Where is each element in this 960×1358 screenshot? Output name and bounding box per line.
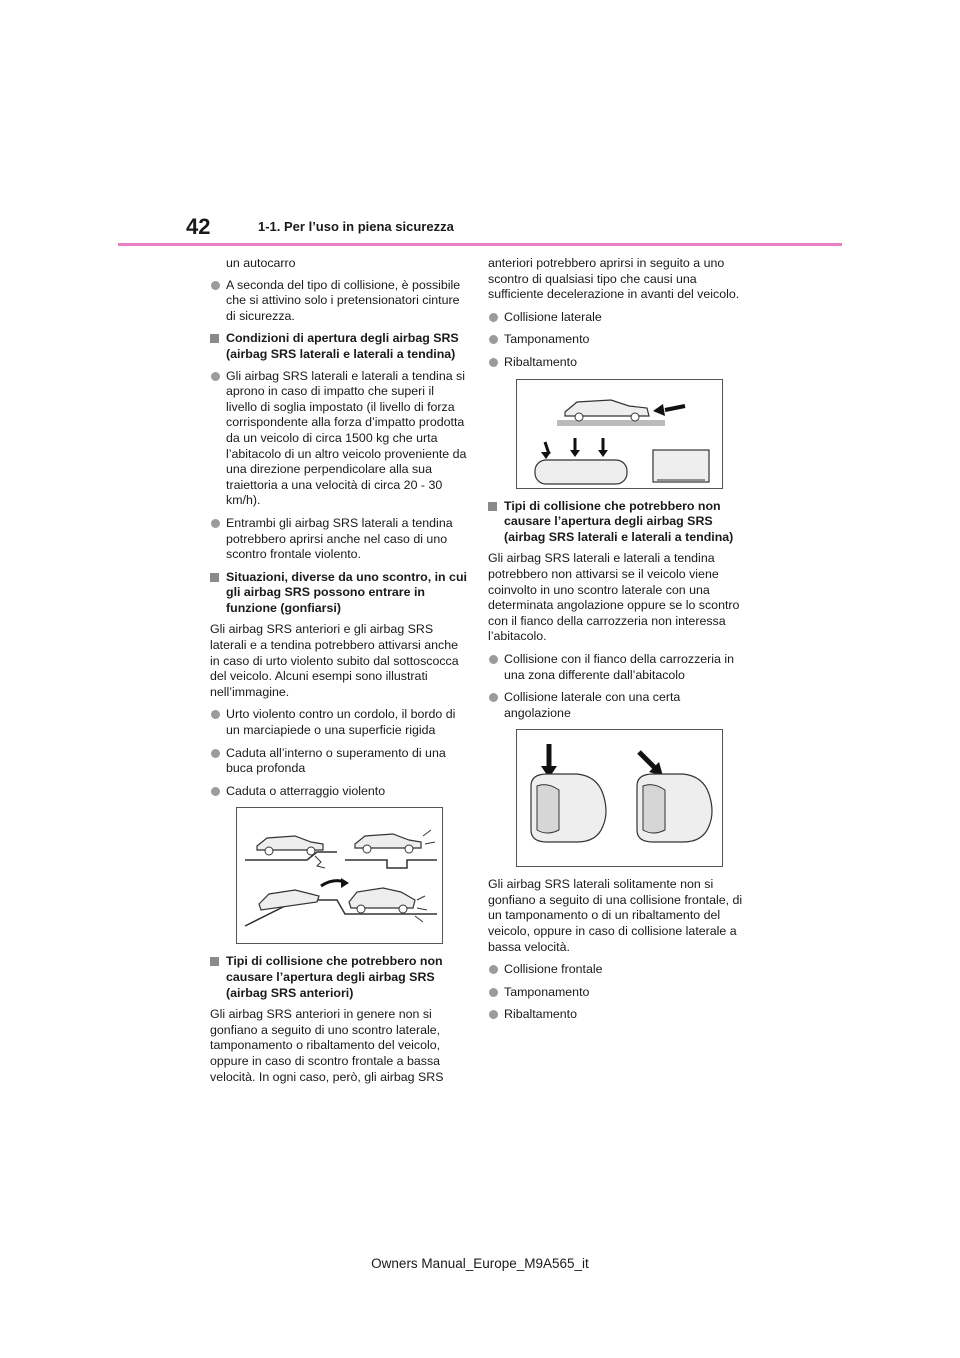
bullet-item: [488, 985, 750, 1001]
front-airbag-exceptions-illustration: [516, 379, 723, 489]
bullet-item: [210, 369, 468, 509]
paragraph: anteriori potrebbero aprirsi in seguito a uno scontro di qualsiasi tipo che causi una sufficiente decelerazione in avanti del veicolo.: [488, 256, 740, 302]
bullet-item: [488, 310, 750, 326]
bullet-item: [210, 516, 468, 563]
bullet-dot-icon: [211, 281, 220, 290]
heading-other-situations: [210, 570, 468, 617]
side-exceptions-svg: [517, 730, 722, 866]
bullet-item: [488, 1007, 750, 1023]
left-column: [210, 256, 468, 1092]
bullet-dot-icon: [489, 655, 498, 664]
paragraph: Gli airbag SRS laterali solitamente non si gonfiano a seguito di una collisione frontale, di un tamponamento o di un ribaltamento del veicolo, oppure in caso di collisione laterale a bassa velocità.: [488, 877, 743, 954]
bullet-text: Entrambi gli airbag SRS laterali a tendina potrebbero aprirsi anche nel caso di uno scontro frontale violento.: [226, 515, 453, 562]
heading-square-icon: [488, 502, 497, 511]
bullet-text: Collisione laterale con una certa angolazione: [504, 690, 681, 720]
heading-side-airbag-conditions: [210, 331, 468, 362]
front-exceptions-svg: [517, 380, 722, 488]
bullet-dot-icon: [211, 749, 220, 758]
bullet-text: Tamponamento: [504, 332, 590, 347]
bullet-dot-icon: [211, 710, 220, 719]
heading-square-icon: [210, 957, 219, 966]
bullet-item: [488, 690, 750, 721]
bullet-text: Ribaltamento: [504, 1007, 578, 1022]
heading-text: Situazioni, diverse da uno scontro, in cui gli airbag SRS possono entrare in funzione (gonfiarsi): [226, 569, 467, 615]
heading-text: Tipi di collisione che potrebbero non causare l’apertura degli airbag SRS (airbag SRS anteriori): [226, 954, 443, 1000]
bullet-dot-icon: [489, 693, 498, 702]
bullet-dot-icon: [489, 1010, 498, 1019]
bullet-dot-icon: [489, 965, 498, 974]
bullet-dot-icon: [489, 988, 498, 997]
section-title: 1-1. Per l’uso in piena sicurezza: [258, 219, 454, 234]
side-airbag-exceptions-illustration: [516, 729, 723, 867]
right-column: [488, 256, 750, 1030]
bullet-dot-icon: [211, 787, 220, 796]
heading-square-icon: [210, 573, 219, 582]
bullet-item: [210, 707, 468, 738]
bullet-dot-icon: [211, 372, 220, 381]
heading-square-icon: [210, 334, 219, 343]
bullet-text: A seconda del tipo di collisione, è possibile che si attivino solo i pretensionatori cinture di sicurezza.: [226, 277, 461, 323]
bullet-item: [488, 355, 750, 371]
bullet-text: Collisione frontale: [504, 962, 603, 977]
bullet-dot-icon: [211, 519, 220, 528]
heading-front-collision-types: [210, 954, 468, 1001]
bullet-item: [488, 962, 750, 978]
underbody-impact-illustration: [236, 807, 443, 944]
bullet-item: [210, 278, 468, 325]
heading-text: Condizioni di apertura degli airbag SRS (airbag SRS laterali e laterali a tendina): [226, 331, 459, 361]
bullet-text: Ribaltamento: [504, 354, 578, 369]
heading-side-collision-types: [488, 499, 750, 546]
continued-text: un autocarro: [226, 256, 296, 270]
bullet-dot-icon: [489, 313, 498, 322]
paragraph: Gli airbag SRS anteriori e gli airbag SRS laterali e a tendina potrebbero attivarsi anche in caso di urto violento subito dal sottoscocca del veicolo. Alcuni esempi sono illustrati nell’immagine.: [210, 622, 459, 699]
bullet-item: [210, 746, 468, 777]
paragraph: Gli airbag SRS laterali e laterali a tendina potrebbero non attivarsi se il veicolo viene coinvolto in uno scontro laterale con una determinata angolazione oppure se lo scontro con il fianco della carrozzeria non interessa l’abitacolo.: [488, 551, 740, 644]
bullet-text: Caduta o atterraggio violento: [226, 783, 386, 798]
bullet-item: [210, 784, 468, 800]
bullet-dot-icon: [489, 358, 498, 367]
bullet-item: [488, 332, 750, 348]
heading-text: Tipi di collisione che potrebbero non causare l’apertura degli airbag SRS (airbag SRS laterali e laterali a tendina): [504, 498, 734, 544]
bullet-text: Collisione laterale: [504, 309, 602, 324]
page-number: 42: [186, 214, 211, 239]
paragraph: Gli airbag SRS anteriori in genere non si gonfiano a seguito di uno scontro laterale, tamponamento o ribaltamento del veicolo, oppure in caso di scontro frontale a bassa velocità. In ogni caso, però, gli airbag SRS: [210, 1007, 444, 1084]
header-rule: [118, 243, 842, 246]
bullet-text: Urto violento contro un cordolo, il bordo di un marciapiede o una superficie rigida: [226, 707, 456, 738]
underbody-impact-svg: [237, 808, 442, 943]
bullet-dot-icon: [489, 335, 498, 344]
bullet-text: Caduta all’interno o superamento di una buca profonda: [226, 745, 446, 776]
footer-document-id: Owners Manual_Europe_M9A565_it: [371, 1256, 589, 1271]
bullet-text: Gli airbag SRS laterali e laterali a tendina si aprono in caso di impatto che superi il livello di soglia impostato (il livello di forza corrispondente alla forza d’impatto prodotta da un veicolo di circa 1500 kg che urta l’abitacolo di un altro veicolo proveniente da una direzione perpendicolare alla sua traiettoria a una velocità di circa 20 - 30 km/h).: [226, 368, 467, 508]
bullet-item: [488, 652, 750, 683]
bullet-text: Tamponamento: [504, 984, 590, 999]
bullet-text: Collisione con il fianco della carrozzeria in una zona differente dall’abitacolo: [504, 651, 735, 682]
